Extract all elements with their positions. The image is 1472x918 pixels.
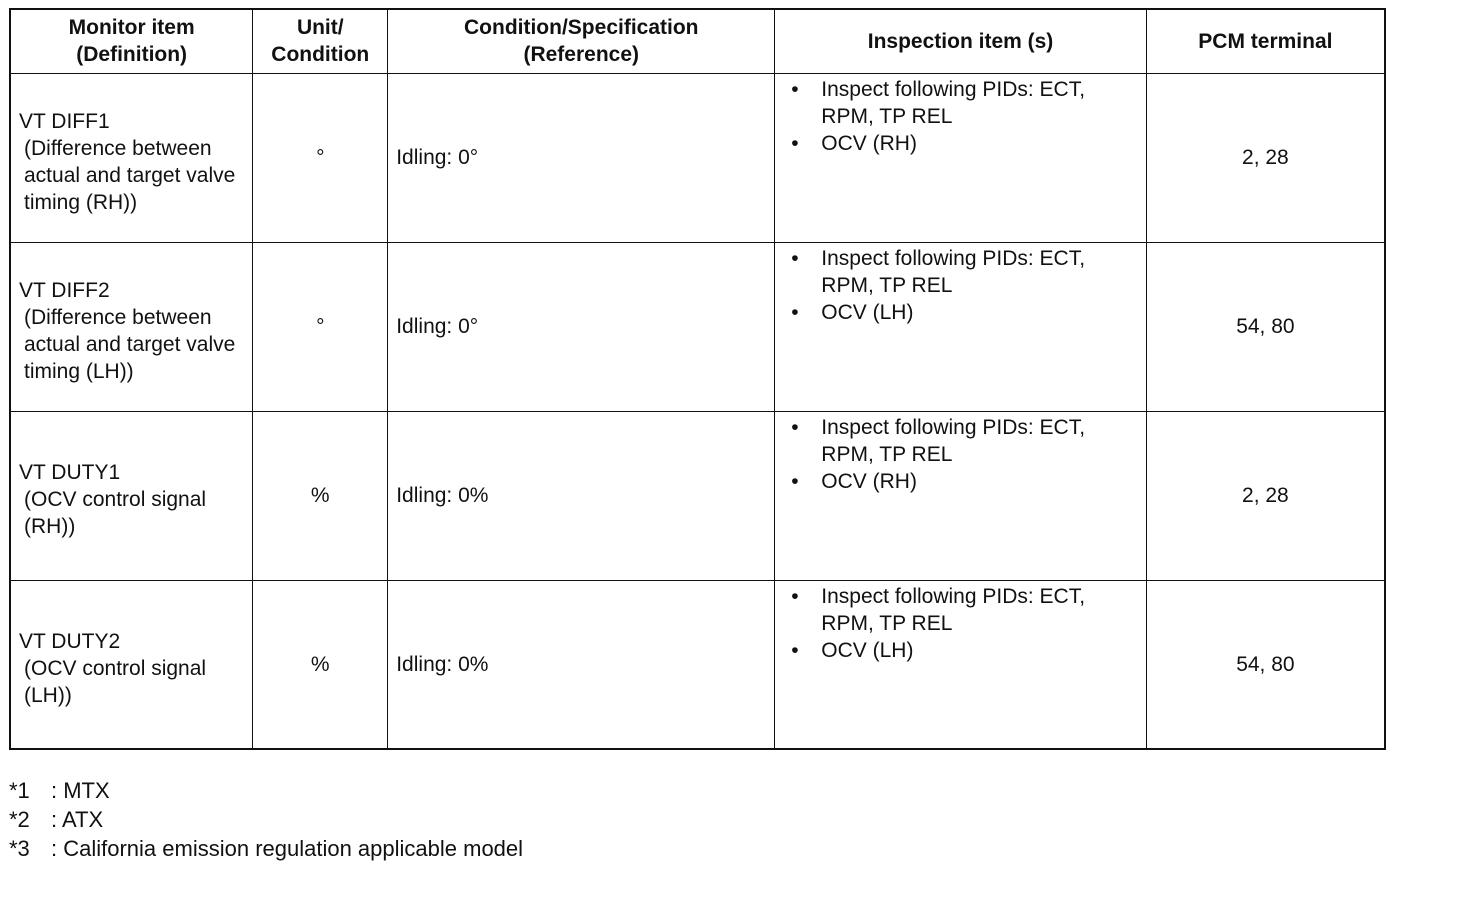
table-row <box>10 242 1385 411</box>
inspection-list <box>787 414 1140 495</box>
condition-cell: Idling: 0% <box>388 411 775 580</box>
condition-cell: Idling: 0° <box>388 73 775 242</box>
inspection-item: • Inspect following PIDs: ECT, RPM, TP REL <box>787 245 1140 299</box>
pcm-terminal-cell: 2, 28 <box>1146 73 1385 242</box>
footnote-text: : ATX <box>51 807 104 832</box>
monitor-items-table <box>9 8 1386 750</box>
inspection-cell <box>775 73 1147 242</box>
footnote-text: : California emission regulation applicable model <box>51 836 524 861</box>
monitor-item-name: VT DUTY2 <box>19 629 121 653</box>
table-row <box>10 73 1385 242</box>
footnote-key: *1 <box>9 778 30 803</box>
table-row <box>10 580 1385 749</box>
monitor-item-name: VT DUTY1 <box>19 461 121 484</box>
table-row <box>10 411 1385 580</box>
footnote <box>9 776 523 805</box>
pcm-terminal-cell: 2, 28 <box>1146 411 1385 580</box>
monitor-item-cell <box>10 580 253 749</box>
inspection-item: • OCV (LH) <box>787 637 1140 664</box>
monitor-item-definition: (OCV control signal (LH)) <box>24 656 207 707</box>
unit-cell: % <box>253 411 388 580</box>
header-unit-condition: Unit/ Condition <box>253 9 388 73</box>
footnotes <box>9 776 523 863</box>
condition-cell: Idling: 0° <box>388 242 775 411</box>
inspection-item: • Inspect following PIDs: ECT, RPM, TP REL <box>787 583 1140 637</box>
unit-cell: ° <box>253 242 388 411</box>
inspection-list <box>787 245 1140 326</box>
inspection-list <box>787 583 1140 664</box>
condition-cell: Idling: 0% <box>388 580 775 749</box>
monitor-item-definition: (OCV control signal (RH)) <box>24 488 207 538</box>
footnote <box>9 834 523 863</box>
inspection-cell <box>775 411 1147 580</box>
pcm-terminal-cell: 54, 80 <box>1146 242 1385 411</box>
inspection-item: • OCV (LH) <box>787 299 1140 326</box>
monitor-item-cell <box>10 242 253 411</box>
footnote-key: *2 <box>9 807 30 832</box>
monitor-item-name: VT DIFF1 <box>19 109 110 133</box>
monitor-item-cell <box>10 73 253 242</box>
header-inspection-items: Inspection item (s) <box>775 9 1147 73</box>
inspection-item: • Inspect following PIDs: ECT, RPM, TP REL <box>787 76 1140 130</box>
inspection-item: • OCV (RH) <box>787 468 1140 495</box>
header-pcm-terminal: PCM terminal <box>1146 9 1385 73</box>
monitor-item-definition: (Difference between actual and target valve timing (LH)) <box>24 305 236 383</box>
pcm-terminal-cell: 54, 80 <box>1146 580 1385 749</box>
inspection-item: • OCV (RH) <box>787 130 1140 157</box>
table-header-row <box>10 9 1385 73</box>
header-condition-specification: Condition/Specification (Reference) <box>388 9 775 73</box>
header-monitor-item: Monitor item (Definition) <box>10 9 253 73</box>
footnote-text: : MTX <box>51 778 110 803</box>
monitor-item-cell <box>10 411 253 580</box>
footnote <box>9 805 523 834</box>
inspection-cell <box>775 580 1147 749</box>
monitor-item-name: VT DIFF2 <box>19 278 110 302</box>
inspection-item: • Inspect following PIDs: ECT, RPM, TP REL <box>787 414 1140 468</box>
monitor-item-definition: (Difference between actual and target valve timing (RH)) <box>24 136 236 214</box>
unit-cell: % <box>253 580 388 749</box>
unit-cell: ° <box>253 73 388 242</box>
inspection-list <box>787 76 1140 157</box>
footnote-key: *3 <box>9 836 30 861</box>
inspection-cell <box>775 242 1147 411</box>
